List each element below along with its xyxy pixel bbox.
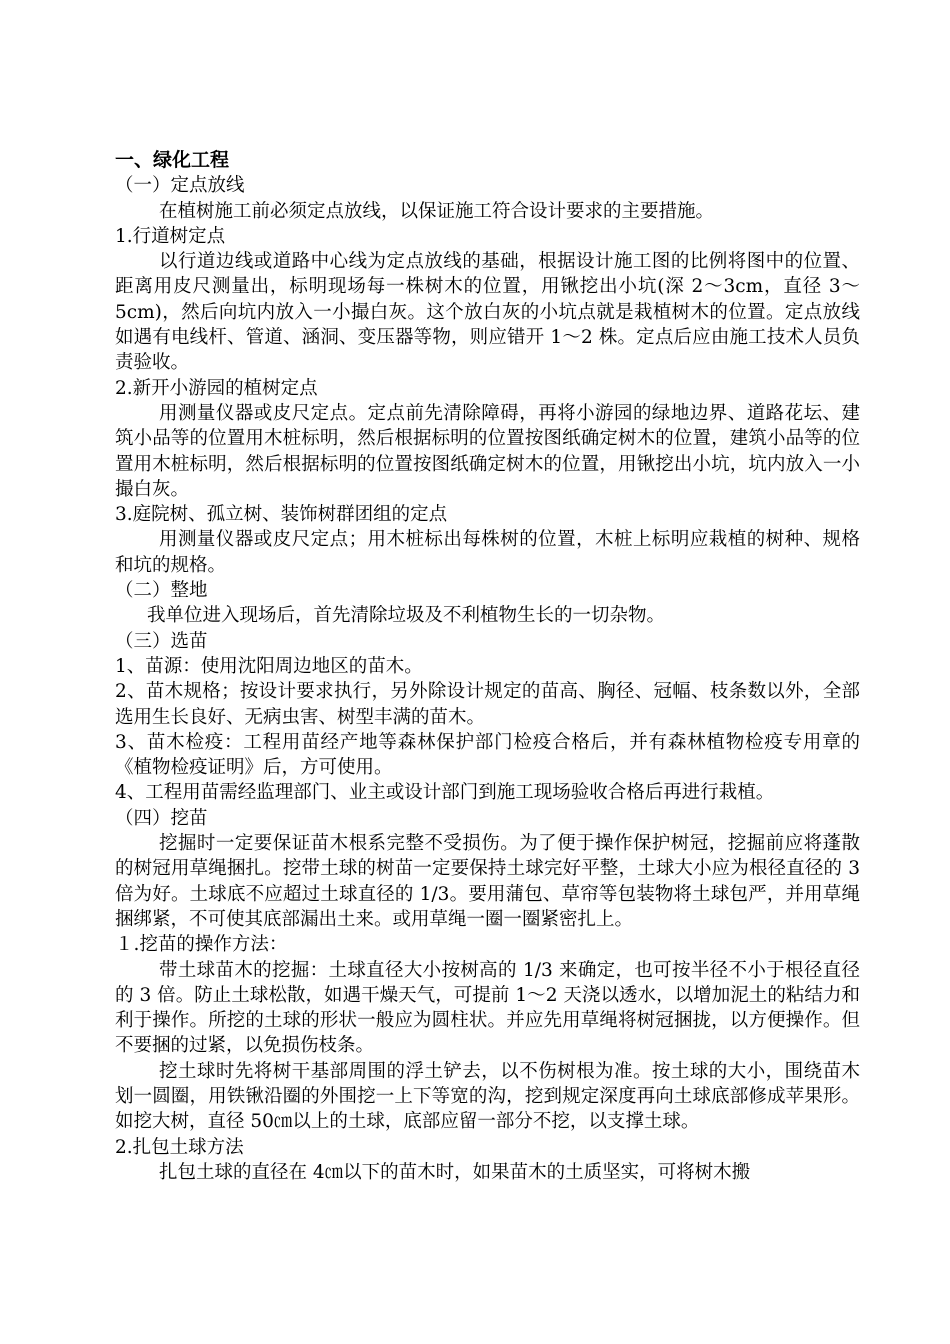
paragraph: 挖掘时一定要保证苗木根系完整不受损伤。为了便于操作保护树冠，挖掘前应将蓬散的树冠用草绳捆扎。挖带土球的树苗一定要保持土球完好平整，土球大小应为根径直径的 3 倍为好。土球底不应超过土球直径的 1/3。要用蒲包、草帘等包装物将土球包严，并用草绳捆绑紧，不可使其底部漏出土来。或用草绳一圈一圈紧密扎上。	[115, 833, 860, 930]
item-title: 2.扎包土球方法	[115, 1136, 244, 1158]
subsection-title: （一）定点放线	[115, 175, 245, 197]
document-body	[115, 148, 860, 1185]
subsection-title: （二）整地	[115, 580, 208, 602]
item-title: 1.行道树定点	[115, 225, 226, 247]
subsection-title: （四）挖苗	[115, 807, 208, 829]
item-title: １.挖苗的操作方法：	[115, 934, 288, 956]
item-title: 2.新开小游园的植树定点	[115, 377, 318, 399]
paragraph: 以行道边线或道路中心线为定点放线的基础，根据设计施工图的比例将图中的位置、距离用皮尺测量出，标明现场每一株树木的位置，用锹挖出小坑(深 2～3cm，直径 3～5cm)，然后向坑内放入一小撮白灰。这个放白灰的小坑点就是栽植树木的位置。定点放线如遇有电线杆、管道、涵洞、变压器等物，则应错开 1～2 株。定点后应由施工技术人员负责验收。	[115, 251, 860, 374]
item-title: 3.庭院树、孤立树、装饰树群团组的定点	[115, 504, 448, 526]
list-item: 3、苗木检疫：工程用苗经产地等森林保护部门检疫合格后，并有森林植物检疫专用章的《植物检疫证明》后，方可使用。	[115, 731, 860, 779]
list-item: 1、苗源：使用沈阳周边地区的苗木。	[115, 655, 423, 677]
list-item: 4、工程用苗需经监理部门、业主或设计部门到施工现场验收合格后再进行栽植。	[115, 782, 775, 804]
paragraph: 用测量仪器或皮尺定点；用木桩标出每株树的位置，木桩上标明应栽植的树种、规格和坑的规格。	[115, 529, 860, 576]
paragraph: 带土球苗木的挖掘：土球直径大小按树高的 1/3 来确定，也可按半径不小于根径直径的 3 倍。防止土球松散，如遇干燥天气，可提前 1～2 天浇以透水，以增加泥土的粘结力和利于操作。所挖的土球的形状一般应为圆柱状。并应先用草绳将树冠捆拢，以方便操作。但不要捆的过紧，以免损伤枝条。	[115, 959, 860, 1057]
subsection-title: （三）选苗	[115, 630, 208, 652]
paragraph: 用测量仪器或皮尺定点。定点前先清除障碍，再将小游园的绿地边界、道路花坛、建筑小品等的位置用木桩标明，然后根据标明的位置按图纸确定树木的位置，建筑小品等的位置用木桩标明，然后根据标明的位置按图纸确定树木的位置，用锹挖出小坑，坑内放入一小撮白灰。	[115, 402, 860, 500]
paragraph: 我单位进入现场后，首先清除垃圾及不利植物生长的一切杂物。	[147, 605, 666, 627]
paragraph: 扎包土球的直径在 4㎝以下的苗木时，如果苗木的土质坚实，可将树木搬	[159, 1161, 751, 1183]
section-heading: 一、绿化工程	[115, 149, 230, 171]
paragraph: 挖土球时先将树干基部周围的浮土铲去，以不伤树根为准。按土球的大小，围绕苗木划一圆圈，用铁锹沿圈的外围挖一上下等宽的沟，挖到规定深度再向土球底部修成苹果形。如挖大树，直径 50㎝以上的土球，底部应留一部分不挖，以支撑土球。	[115, 1060, 860, 1133]
paragraph: 在植树施工前必须定点放线，以保证施工符合设计要求的主要措施。	[159, 200, 715, 222]
list-item: 2、苗木规格；按设计要求执行，另外除设计规定的苗高、胸径、冠幅、枝条数以外，全部选用生长良好、无病虫害、树型丰满的苗木。	[115, 681, 860, 728]
